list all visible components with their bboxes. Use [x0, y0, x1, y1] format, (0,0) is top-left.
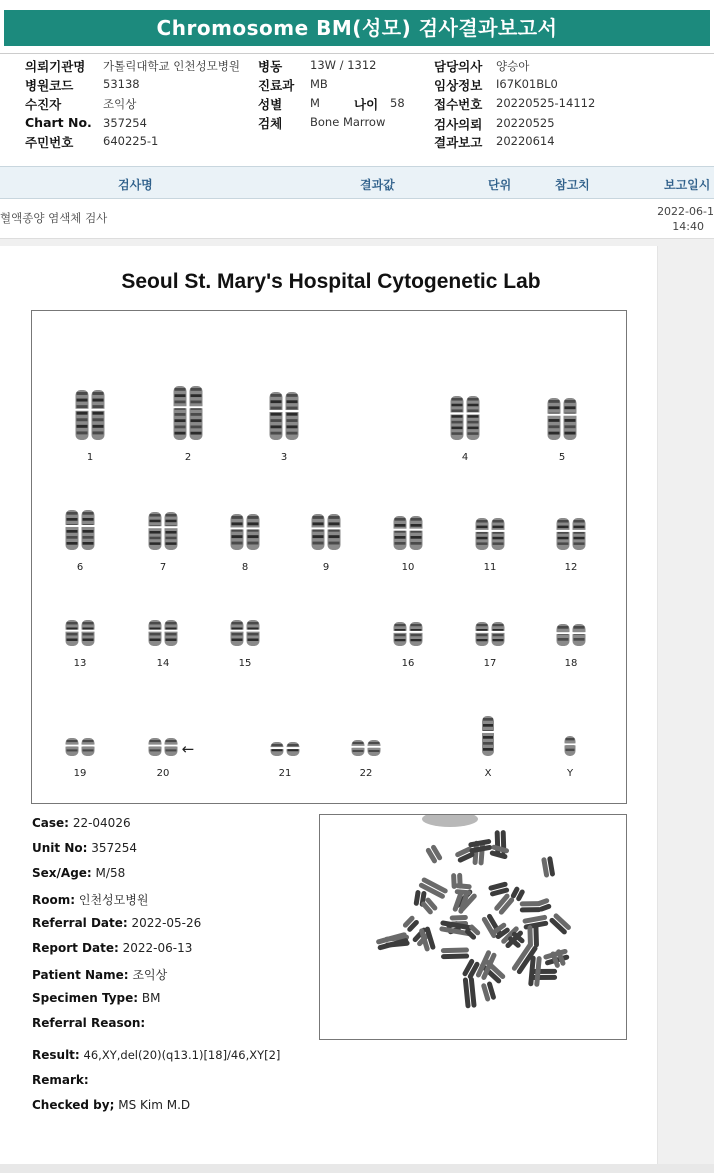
chromosome-label-22: 22 [359, 768, 373, 779]
checked-by-key: Checked by; [32, 1098, 115, 1112]
unit-no-value: 357254 [91, 841, 138, 855]
title-bar [0, 0, 714, 54]
report-time: 14:40 [672, 220, 704, 233]
chromosome-pair-14 [146, 619, 180, 651]
table-row[interactable] [0, 199, 714, 239]
result-value: 46,XY,del(20)(q13.1)[18]/46,XY[2] [83, 1048, 281, 1062]
metaphase-chromosome [402, 915, 420, 933]
label-resident-number: 주민번호 [25, 135, 74, 150]
col-result[interactable]: 결과값 [360, 178, 395, 192]
chromosome-label-12: 12 [564, 562, 578, 573]
patient-name-field [32, 966, 167, 983]
chromosome-pair-3 [267, 391, 301, 445]
chromosome-pair-1 [73, 389, 107, 445]
chromosome-label-20: 20 [156, 768, 170, 779]
sex-age-field [32, 866, 125, 880]
chromosome-pair-22 [349, 739, 383, 761]
chromosome-label-Y: Y [566, 768, 574, 779]
test-name: 혈액종양 염색체 검사 [0, 211, 108, 225]
metaphase-nucleus-fragment [422, 815, 478, 827]
chromosome-pair-21 [268, 741, 302, 761]
value-clinical-info: I67K01BL0 [496, 77, 558, 91]
specimen-type-key: Specimen Type: [32, 991, 139, 1005]
checked-by-field [32, 1098, 190, 1112]
referral-reason-field [32, 1016, 145, 1030]
chromosome-label-10: 10 [401, 562, 415, 573]
chromosome-pair-X [471, 715, 505, 761]
room-value: 인천성모병원 [78, 893, 149, 907]
value-attending-doctor: 양승아 [496, 59, 530, 73]
specimen-type-value: BM [141, 991, 161, 1005]
case-value: 22-04026 [72, 816, 131, 830]
room-key: Room: [32, 893, 76, 907]
label-hospital-code: 병원코드 [25, 78, 74, 93]
chromosome-label-14: 14 [156, 658, 170, 669]
value-result-report: 20220614 [496, 134, 555, 148]
chromosome-label-18: 18 [564, 658, 578, 669]
label-specimen: 검체 [258, 116, 283, 131]
metaphase-spread-image [319, 814, 627, 1040]
col-unit[interactable]: 단위 [488, 178, 512, 192]
value-sex: M [310, 96, 320, 110]
metaphase-chromosome [425, 844, 443, 864]
value-department: MB [310, 77, 328, 91]
chromosome-pair-5 [545, 397, 579, 445]
label-sex: 성별 [258, 97, 283, 112]
chromosome-label-21: 21 [278, 768, 292, 779]
referral-reason-key: Referral Reason: [32, 1016, 146, 1030]
specimen-type-field [32, 991, 161, 1005]
report-title: Chromosome BM(성모) 검사결과보고서 [4, 10, 710, 46]
case-key: Case: [32, 816, 69, 830]
metaphase-chromosome [548, 912, 572, 935]
value-chart-no: 357254 [103, 116, 147, 130]
col-test-name[interactable]: 검사명 [118, 178, 153, 192]
label-chart-no: Chart No. [25, 115, 92, 130]
chromosome-pair-2 [171, 385, 205, 445]
checked-by-value: MS Kim M.D [118, 1098, 191, 1112]
chromosome-label-2: 2 [184, 452, 192, 463]
chromosome-pair-18 [554, 623, 588, 651]
chromosome-label-16: 16 [401, 658, 415, 669]
chromosome-label-7: 7 [159, 562, 167, 573]
metaphase-chromosome [463, 977, 477, 1009]
value-requesting-institution: 가톨릭대학교 인천성모병원 [103, 59, 240, 73]
chromosome-label-1: 1 [86, 452, 94, 463]
chromosome-label-9: 9 [322, 562, 330, 573]
label-reception-number: 접수번호 [434, 97, 483, 112]
chromosome-label-4: 4 [461, 452, 469, 463]
value-reception-number: 20220525-14112 [496, 96, 596, 110]
deletion-arrow: ← [181, 740, 195, 758]
metaphase-chromosome [527, 925, 539, 948]
result-table-header [0, 166, 714, 199]
chromosome-pair-13 [63, 619, 97, 651]
label-test-request: 검사의뢰 [434, 117, 483, 132]
karyogram [31, 310, 627, 804]
chromosome-label-X: X [484, 768, 492, 779]
metaphase-chromosome [455, 883, 472, 895]
chromosome-label-5: 5 [558, 452, 566, 463]
value-patient: 조익상 [103, 97, 137, 111]
chromosome-pair-8 [228, 513, 262, 555]
value-hospital-code: 53138 [103, 77, 140, 91]
chromosome-pair-16 [391, 621, 425, 651]
chromosome-label-19: 19 [73, 768, 87, 779]
bottom-strip [0, 1164, 714, 1173]
label-patient: 수진자 [25, 97, 62, 112]
chromosome-pair-4 [448, 395, 482, 445]
chromosome-pair-15 [228, 619, 262, 651]
value-resident-number: 640225-1 [103, 134, 159, 148]
label-ward: 병동 [258, 59, 283, 74]
report-date-key: Report Date: [32, 941, 119, 955]
col-reference[interactable]: 참고치 [555, 178, 590, 192]
case-field [32, 816, 131, 830]
metaphase-chromosome [441, 947, 469, 959]
col-report-date[interactable]: 보고일시 [664, 178, 711, 192]
chromosome-label-13: 13 [73, 658, 87, 669]
result-key: Result: [32, 1048, 80, 1062]
label-department: 진료과 [258, 78, 295, 93]
sex-age-key: Sex/Age: [32, 866, 92, 880]
label-attending-doctor: 담당의사 [434, 59, 483, 74]
sex-age-value: M/58 [95, 866, 126, 880]
patient-info-panel [0, 54, 714, 166]
metaphase-chromosome [376, 932, 409, 951]
value-age: 58 [390, 96, 405, 110]
chromosome-pair-7 [146, 511, 180, 555]
unit-no-key: Unit No: [32, 841, 88, 855]
chromosome-pair-9 [309, 513, 343, 555]
chromosome-label-17: 17 [483, 658, 497, 669]
chromosome-pair-19 [63, 737, 97, 761]
metaphase-chromosomes [320, 815, 627, 1040]
report-date: 2022-06-1 [657, 205, 714, 218]
referral-date-value: 2022-05-26 [131, 916, 202, 930]
chromosome-pair-6 [63, 509, 97, 555]
value-specimen: Bone Marrow [310, 115, 386, 129]
remark-key: Remark: [32, 1073, 89, 1087]
report-date-value: 2022-06-13 [122, 941, 193, 955]
referral-date-key: Referral Date: [32, 916, 128, 930]
karyotype-report [0, 246, 658, 1164]
label-requesting-institution: 의뢰기관명 [25, 59, 86, 74]
metaphase-chromosome [541, 856, 555, 878]
lab-title: Seoul St. Mary's Hospital Cytogenetic Lab [121, 270, 541, 293]
chromosome-label-11: 11 [483, 562, 497, 573]
room-field [32, 891, 148, 908]
value-test-request: 20220525 [496, 116, 555, 130]
report-datetime [644, 204, 714, 234]
chromosome-pair-11 [473, 517, 507, 555]
value-ward: 13W / 1312 [310, 58, 377, 72]
chromosome-label-15: 15 [238, 658, 252, 669]
chromosome-label-3: 3 [280, 452, 288, 463]
chromosome-pair-Y [553, 735, 587, 761]
label-clinical-info: 임상정보 [434, 78, 483, 93]
report-date-field [32, 941, 192, 955]
result-field [32, 1048, 280, 1062]
remark-field [32, 1073, 89, 1087]
chromosome-pair-17 [473, 621, 507, 651]
patient-name-key: Patient Name: [32, 968, 129, 982]
label-result-report: 결과보고 [434, 135, 483, 150]
chromosome-label-8: 8 [241, 562, 249, 573]
unit-no-field [32, 841, 137, 855]
chromosome-label-6: 6 [76, 562, 84, 573]
chromosome-pair-10 [391, 515, 425, 555]
referral-date-field [32, 916, 201, 930]
patient-name-value: 조익상 [132, 968, 168, 982]
chromosome-pair-20 [146, 737, 180, 761]
metaphase-chromosome [481, 981, 497, 1002]
label-age: 나이 [354, 97, 379, 112]
chromosome-pair-12 [554, 517, 588, 555]
